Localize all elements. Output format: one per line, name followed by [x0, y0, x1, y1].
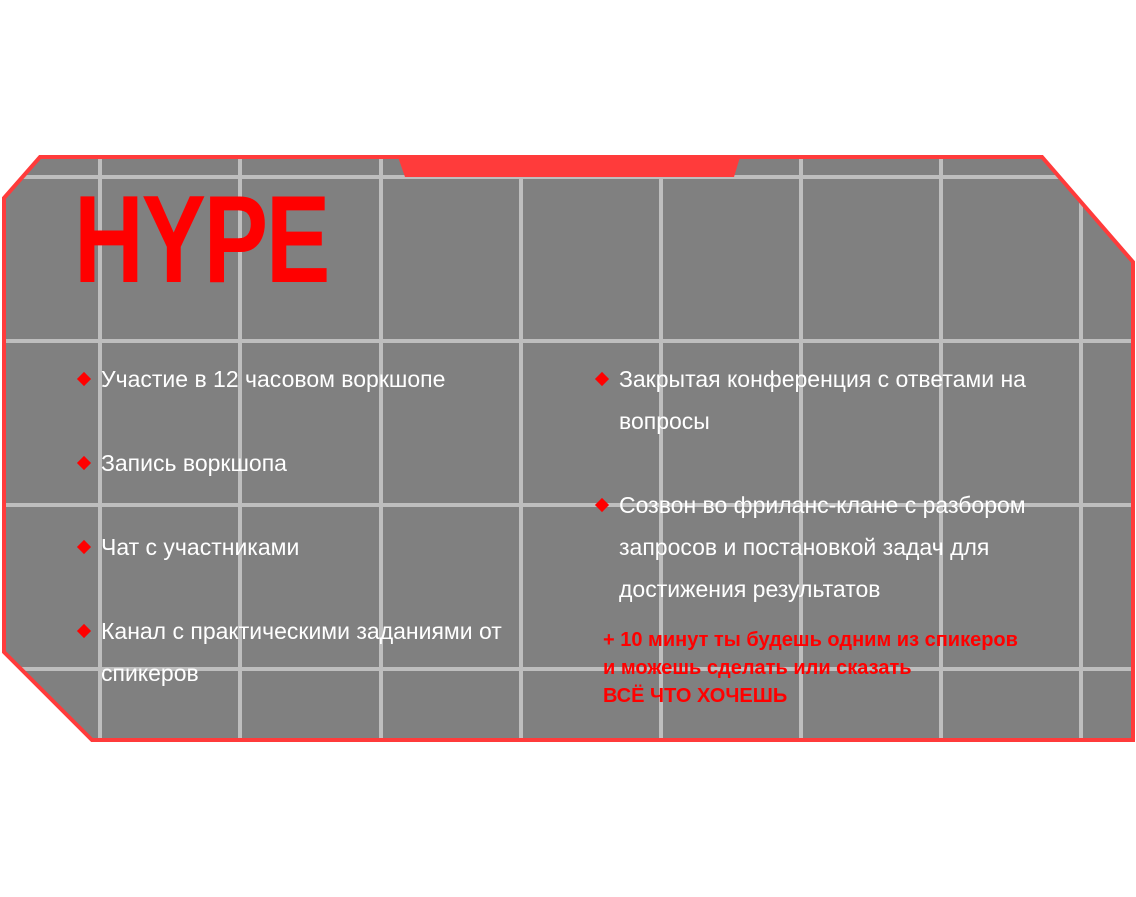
list-item	[75, 358, 545, 400]
diamond-bullet-icon	[77, 372, 91, 386]
diamond-bullet-icon	[595, 498, 609, 512]
list-item-text: Запись воркшопа	[101, 450, 287, 476]
list-item-text: Канал с практическими заданиями от спикеров	[101, 618, 502, 686]
list-item-text: Участие в 12 часовом воркшопе	[101, 366, 446, 392]
diamond-bullet-icon	[77, 624, 91, 638]
card-title: HYPE	[74, 171, 329, 309]
list-item-text: Созвон во фриланс-клане с разбором запросов и постановкой задач для достижения результатов	[619, 492, 1026, 602]
card-tab	[398, 157, 740, 177]
left-feature-list	[75, 358, 545, 736]
bonus-line: + 10 минут ты будешь одним из спикеров	[603, 629, 1018, 651]
list-item-text: Чат с участниками	[101, 534, 300, 560]
list-item	[593, 484, 1113, 610]
right-feature-list	[593, 358, 1113, 652]
bonus-note	[603, 626, 1123, 710]
list-item-text: Закрытая конференция с ответами на вопросы	[619, 366, 1026, 434]
bonus-line: и можешь сделать или сказать	[603, 657, 912, 679]
list-item	[75, 526, 545, 568]
diamond-bullet-icon	[77, 540, 91, 554]
list-item	[75, 610, 545, 694]
bonus-line: ВСЁ ЧТО ХОЧЕШЬ	[603, 685, 788, 707]
list-item	[75, 442, 545, 484]
list-item	[593, 358, 1113, 442]
diamond-bullet-icon	[77, 456, 91, 470]
diamond-bullet-icon	[595, 372, 609, 386]
